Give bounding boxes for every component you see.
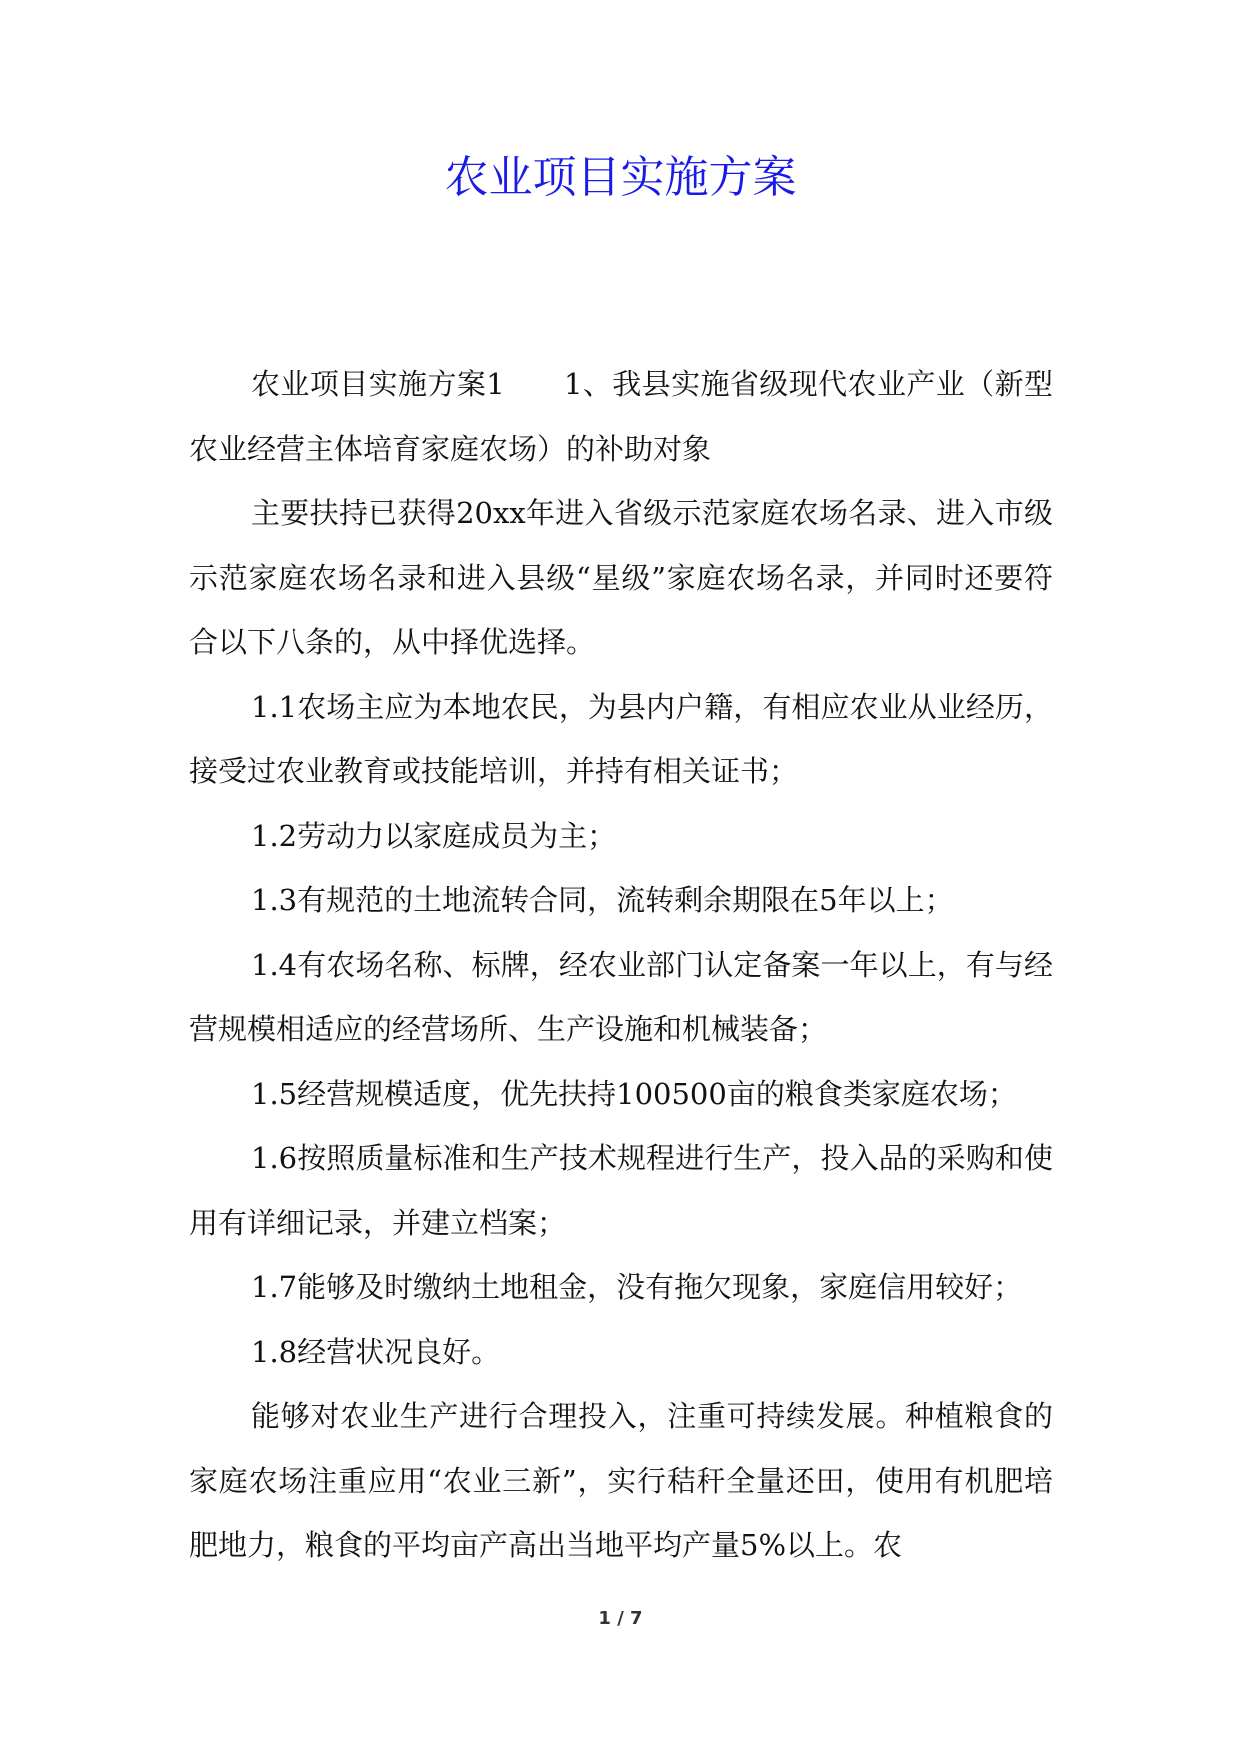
page-number: 1 / 7: [598, 1608, 643, 1629]
paragraph: 农业项目实施方案1 1、我县实施省级现代农业产业（新型农业经营主体培育家庭农场）的补助对象: [189, 367, 1053, 466]
paragraph: 能够对农业生产进行合理投入，注重可持续发展。种植粮食的家庭农场注重应用“农业三新”，实行秸秆全量还田，使用有机肥培肥地力，粮食的平均亩产高出当地平均产量5%以上。农: [189, 1399, 1053, 1562]
paragraph: 主要扶持已获得20xx年进入省级示范家庭农场名录、进入市级示范家庭农场名录和进入县级“星级”家庭农场名录，并同时还要符合以下八条的，从中择优选择。: [189, 496, 1053, 659]
document-title: 农业项目实施方案: [444, 152, 797, 203]
paragraph: 1.4有农场名称、标牌，经农业部门认定备案一年以上，有与经营规模相适应的经营场所、生产设施和机械装备；: [189, 947, 1053, 1046]
paragraph: 1.6按照质量标准和生产技术规程进行生产，投入品的采购和使用有详细记录，并建立档案；: [189, 1141, 1053, 1240]
paragraph: 1.8经营状况良好。: [251, 1334, 501, 1369]
paragraph: 1.5经营规模适度，优先扶持100500亩的粮食类家庭农场；: [251, 1076, 1017, 1111]
paragraph: 1.3有规范的土地流转合同，流转剩余期限在5年以上；: [251, 883, 954, 917]
paragraph: 1.1农场主应为本地农民，为县内户籍，有相应农业从业经历，接受过农业教育或技能培训，并持有相关证书；: [189, 689, 1053, 788]
paragraph: 1.2劳动力以家庭成员为主；: [251, 818, 617, 853]
document-body: [189, 352, 1053, 1578]
paragraph: 1.7能够及时缴纳土地租金，没有拖欠现象，家庭信用较好；: [251, 1270, 1023, 1304]
